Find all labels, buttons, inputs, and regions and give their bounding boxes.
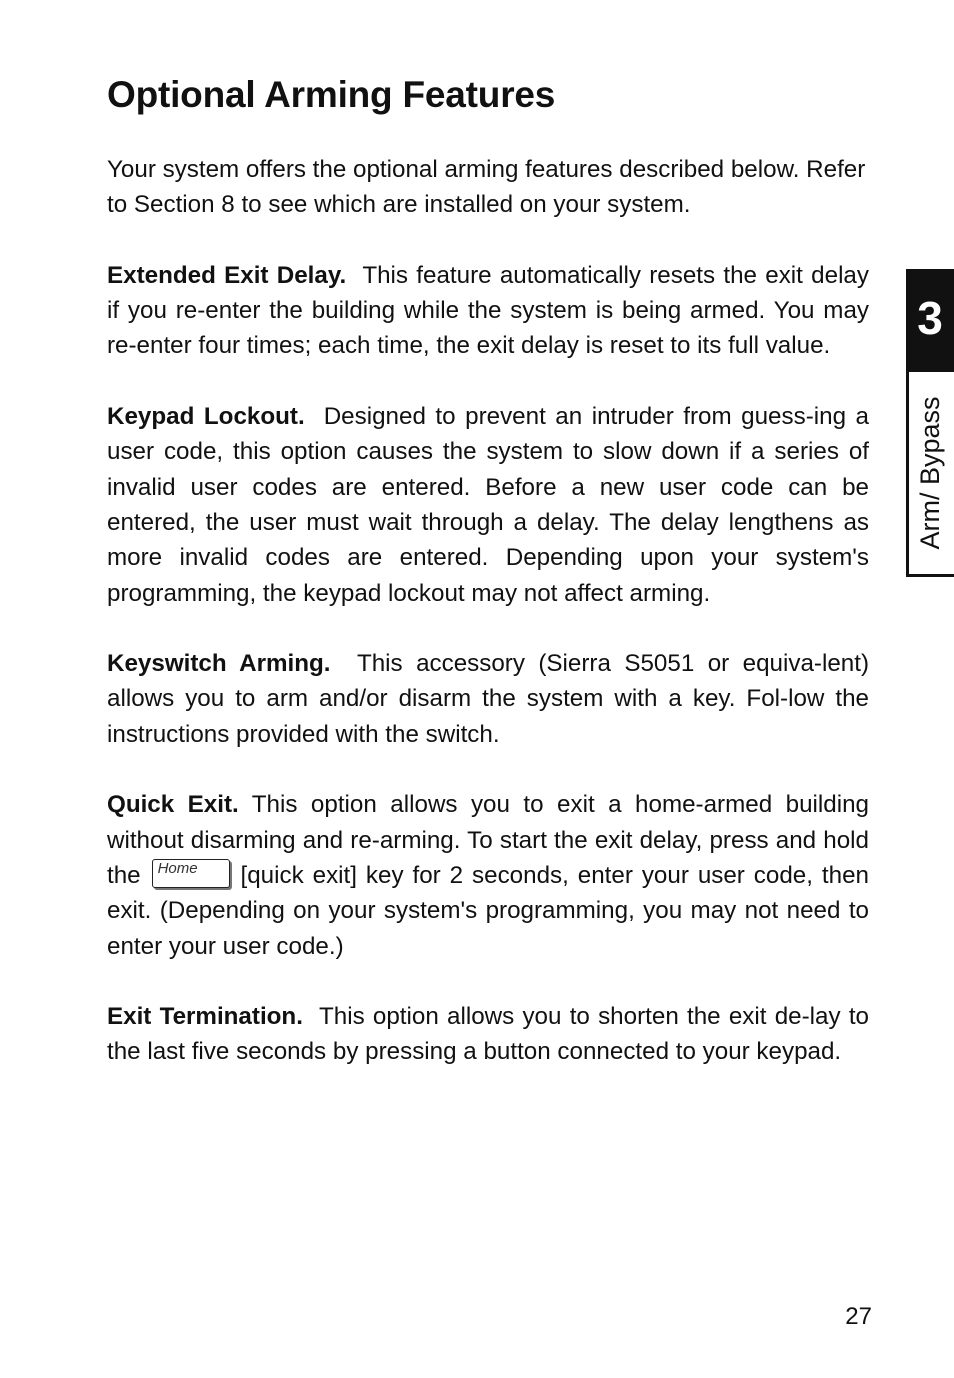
home-key-label: Home (157, 859, 198, 877)
main-content (107, 152, 869, 1105)
section-extended-exit-delay (107, 258, 869, 364)
section-body: This accessory (Sierra S5051 or equiva-lent) allows you to arm and/or disarm the system with a key. Fol-low the instructions provided with the switch. (107, 650, 870, 748)
section-exit-termination (107, 999, 869, 1070)
chapter-tab-label: Arm/ Bypass (915, 396, 945, 550)
section-body: Designed to prevent an intruder from guess-ing a user code, this option causes the system to slow down if a series of invalid user codes are entered. Before a new user code can be entered, the user must wait through a delay. The delay lengthens as more invalid codes are entered. Depending upon your system's programming, the keypad lockout may not affect arming. (107, 403, 869, 607)
section-heading: Extended Exit Delay. (107, 261, 347, 289)
page-number: 27 (845, 1303, 872, 1330)
section-keyswitch-arming (107, 646, 869, 752)
section-body: This option allows you to shorten the exit de-lay to the last five seconds by pressing a button connected to your keypad. (107, 1003, 869, 1066)
chapter-number: 3 (917, 292, 943, 344)
section-quick-exit (107, 787, 869, 963)
section-body: This feature automatically resets the exit delay if you re-enter the building while the system is being armed. You may re-enter four times; each time, the exit delay is reset to its full value. (107, 261, 869, 360)
section-heading: Keyswitch Arming. (107, 650, 331, 678)
section-heading: Quick Exit. (107, 791, 239, 819)
home-key-icon (152, 859, 230, 888)
page-title: Optional Arming Features (107, 74, 556, 115)
section-heading: Keypad Lockout. (107, 403, 305, 431)
section-body-after-key: [quick exit] key for 2 seconds, enter your user code, then exit. (Depending on your system's programming, you may not need to enter your user code.) (107, 861, 869, 960)
section-heading: Exit Termination. (107, 1003, 303, 1031)
section-body-before-key: This option allows you to exit a home-armed building without disarming and re-arming. To start the exit delay, press and hold the (107, 791, 869, 889)
chapter-tab (906, 269, 954, 372)
section-keypad-lockout (107, 399, 869, 611)
intro-paragraph: Your system offers the optional arming features described below. Refer to Section 8 to see which are installed on your system. (107, 156, 866, 219)
